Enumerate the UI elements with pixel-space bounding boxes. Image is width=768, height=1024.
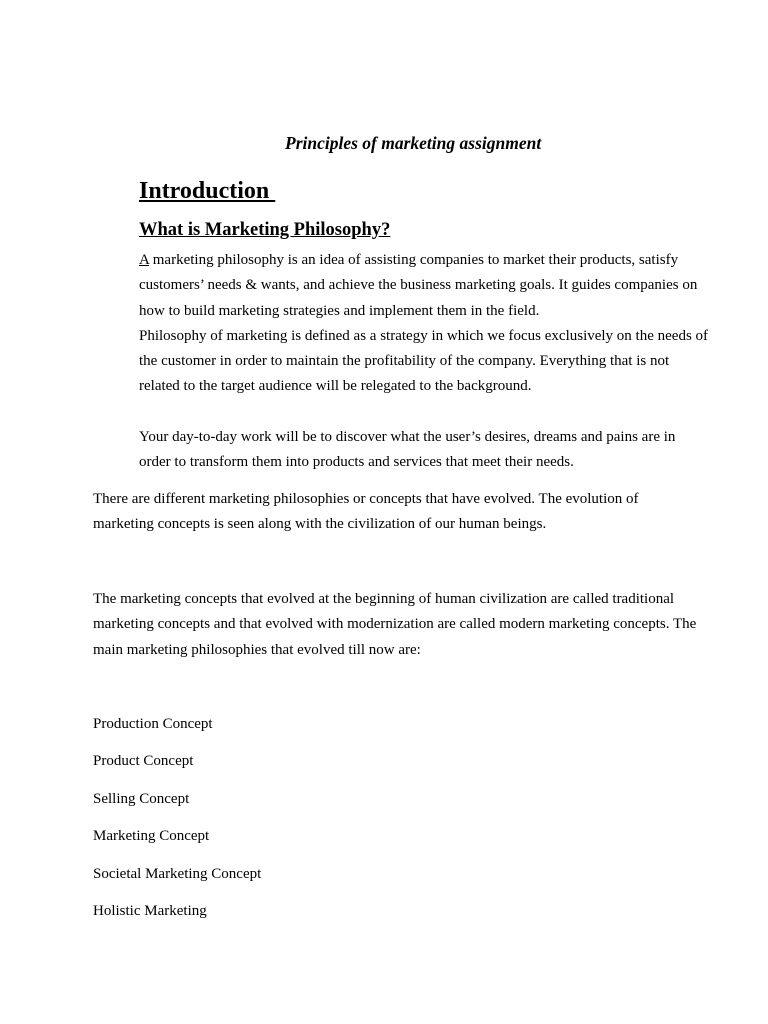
list-item-societal-marketing-concept: Societal Marketing Concept [93, 865, 262, 882]
list-item-marketing-concept: Marketing Concept [93, 828, 210, 845]
paragraph-first-letter: A [139, 252, 150, 268]
introduction-heading: Introduction [139, 178, 276, 204]
paragraph-day-to-day: Your day-to-day work will be to discover what the user’s desires, dreams and pains are in order to transform them into products and services that meet their needs. [139, 428, 676, 471]
list-item-production-concept: Production Concept [93, 716, 213, 732]
marketing-philosophy-subheading: What is Marketing Philosophy? [139, 220, 391, 240]
list-item-holistic-marketing: Holistic Marketing [93, 902, 207, 919]
paragraph-definition [139, 248, 709, 324]
paragraph-traditional-modern: The marketing concepts that evolved at the beginning of human civilization are called traditional marketing concepts and that evolved with modernization are called modern marketing concepts. The main marketing philosophies that evolved till now are: [93, 591, 697, 658]
marketing-concepts-list [93, 713, 261, 937]
paragraph-definition-text: marketing philosophy is an idea of assisting companies to market their products, satisfy customers’ needs & wants, and achieve the business marketing goals. It guides companies on how to build marketing strategies and implement them in the field. [139, 252, 698, 319]
document-title: Principles of marketing assignment [285, 133, 542, 153]
list-item-selling-concept: Selling Concept [93, 790, 190, 807]
paragraph-different-philosophies: There are different marketing philosophies or concepts that have evolved. The evolution of marketing concepts is seen along with the civilization of our human beings. [93, 490, 639, 532]
paragraph-philosophy-strategy: Philosophy of marketing is defined as a strategy in which we focus exclusively on the needs of the customer in order to maintain the profitability of the company. Everything that is not related to the target audience will be relegated to the background. [139, 327, 709, 395]
list-item-product-concept: Product Concept [93, 753, 194, 770]
